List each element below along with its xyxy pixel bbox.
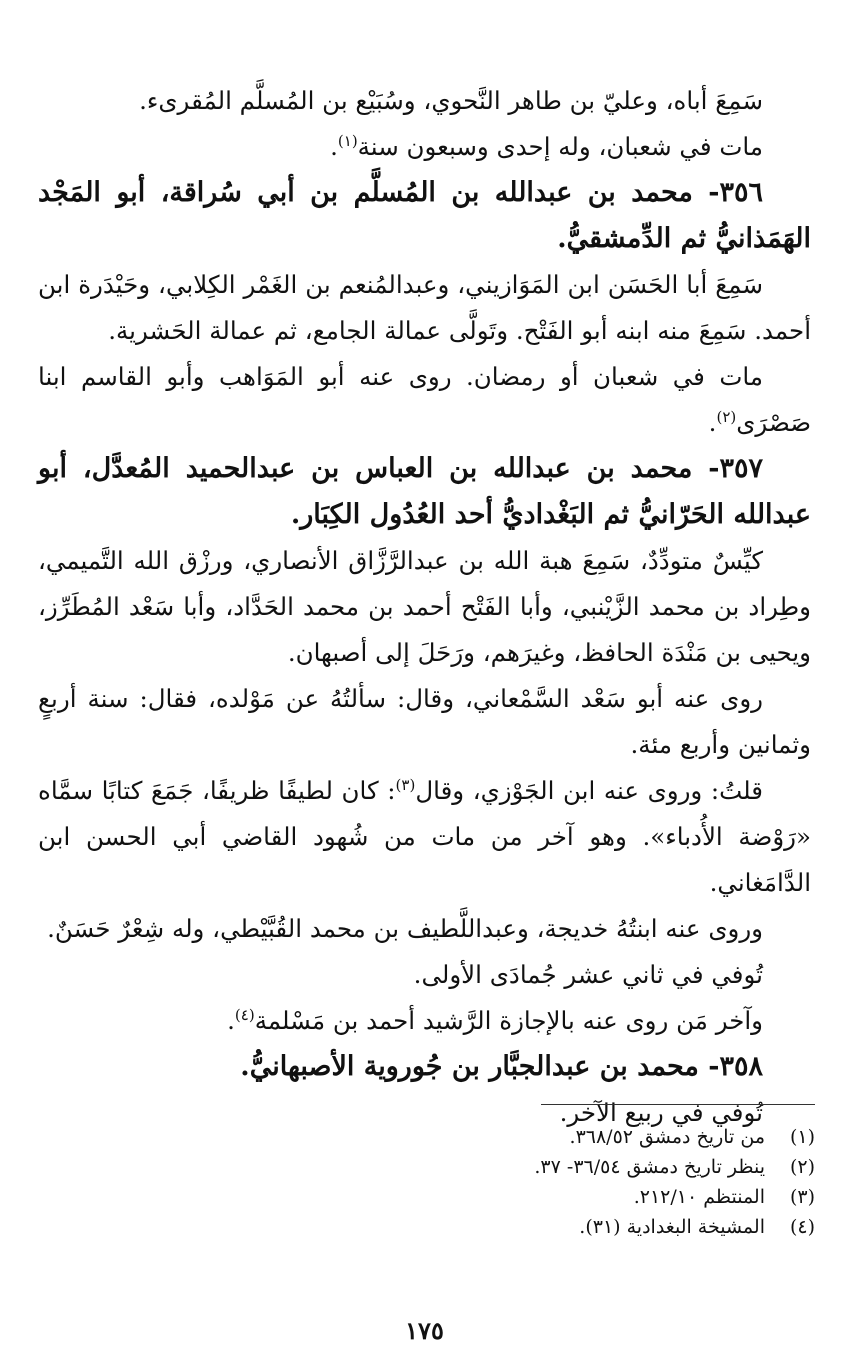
footnote-text: المنتظم ٢١٢/١٠. (633, 1186, 765, 1208)
paragraph-text: ٣٥٦- محمد بن عبدالله بن المُسلَّم بن أبي سُراقة، أبو المَجْد الهَمَذانيُّ ثم الدِّمشقيُّ. (38, 177, 811, 254)
paragraph-text: مات في شعبان، وله إحدى وسبعون سنة (357, 132, 763, 161)
footnote-divider (541, 1104, 815, 1105)
footnote-marker: (٢) (716, 407, 737, 426)
paragraph-text: روى عنه أبو سَعْد السَّمْعاني، وقال: سألتُهُ عن مَوْلده، فقال: سنة أربعٍ وثمانين وأربع مئة. (38, 684, 811, 759)
body-paragraph (38, 768, 811, 906)
paragraph-text-tail: . (708, 408, 717, 437)
body-paragraph (38, 952, 811, 998)
paragraph-text: ٣٥٧- محمد بن عبدالله بن العباس بن عبدالحميد المُعدَّل، أبو عبدالله الحَرّانيُّ ثم البَغْداديُّ أحد العُدُول الكِبَار. (38, 453, 811, 530)
paragraph-text: كيِّسٌ متودِّدٌ، سَمِعَ هبة الله بن عبدالرَّزَّاق الأنصاري، ورزْق الله التَّميمي، وطِراد بن محمد الزَّيْنبي، وأبا الفَتْح أحمد بن محمد الحَدَّاد، وأبا سَعْد المُطَرِّز، ويحيى بن مَنْدَة الحافظ، وغيرَهم، ورَحَلَ إلى أصبهان. (38, 546, 811, 667)
body-paragraph (38, 906, 811, 952)
entry-heading (38, 170, 811, 262)
paragraph-text: مات في شعبان أو رمضان. روى عنه أبو المَوَاهب وأبو القاسم ابنا صَصْرَى (38, 362, 811, 437)
body-paragraph (38, 676, 811, 768)
footnote-text: المشيخة البغدادية (٣١). (579, 1216, 765, 1238)
footnote-number: (٣) (789, 1186, 815, 1208)
entry-heading (38, 446, 811, 538)
footnote-number: (١) (789, 1126, 815, 1148)
paragraph-text-tail: . (227, 1006, 235, 1035)
footnote-number: (٢) (789, 1156, 815, 1178)
footnote-number: (٤) (789, 1216, 815, 1238)
paragraph-text: وروى عنه ابنتُهُ خديجة، وعبداللَّطيف بن محمد القُبَّيْطي، وله شِعْرٌ حَسَنٌ. (47, 914, 763, 943)
paragraph-text: تُوفي في ثاني عشر جُمادَى الأولى. (413, 960, 763, 989)
footnote-marker: (٣) (395, 775, 416, 794)
paragraph-text: تُوفي في ربيع الآخر. (559, 1098, 763, 1127)
paragraph-text: سَمِعَ أبا الحَسَن ابن المَوَازيني، وعبدالمُنعم بن الغَمْر الكِلابي، وحَيْدَرة ابن أحمد. سَمِعَ منه ابنه أبو الفَتْح. وتَولَّى عمالة الجامع، ثم عمالة الحَشرية. (38, 270, 811, 345)
footnote (315, 1212, 815, 1242)
paragraph-text-tail: : كان لطيفًا ظريفًا، جَمَعَ كتابًا سمَّاه «رَوْضة الأُدباء». وهو آخر من مات من شُهود القاضي أبي الحسن ابن الدَّامَغاني. (38, 776, 811, 897)
body-text (38, 78, 811, 1136)
footnote-marker: (٤) (234, 1005, 255, 1024)
body-paragraph (38, 998, 811, 1044)
body-paragraph (38, 78, 811, 124)
body-paragraph (38, 354, 811, 446)
paragraph-text: ٣٥٨- محمد بن عبدالجبَّار بن جُوروية الأصبهانيُّ. (240, 1051, 763, 1082)
paragraph-text: وآخر مَن روى عنه بالإجازة الرَّشيد أحمد بن مَسْلمة (254, 1006, 763, 1035)
footnote-marker: (١) (337, 131, 358, 150)
footnote (315, 1152, 815, 1182)
page-number: ١٧٥ (405, 1316, 444, 1345)
body-paragraph (38, 124, 811, 170)
footnote-text: ينظر تاريخ دمشق ٣٦/٥٤- ٣٧. (534, 1156, 765, 1178)
footnote-text: من تاريخ دمشق ٣٦٨/٥٢. (569, 1126, 765, 1148)
body-paragraph (38, 262, 811, 354)
paragraph-text: قلتُ: وروى عنه ابن الجَوْزي، وقال (415, 776, 763, 805)
body-paragraph (38, 538, 811, 676)
footnote (315, 1182, 815, 1212)
footnotes (315, 1122, 815, 1242)
footnote (315, 1122, 815, 1152)
paragraph-text: سَمِعَ أباه، وعليّ بن طاهر النَّحوي، وسُبَيْع بن المُسلَّم المُقرىء. (139, 86, 763, 115)
paragraph-text-tail: . (330, 132, 338, 161)
entry-heading (38, 1044, 811, 1090)
